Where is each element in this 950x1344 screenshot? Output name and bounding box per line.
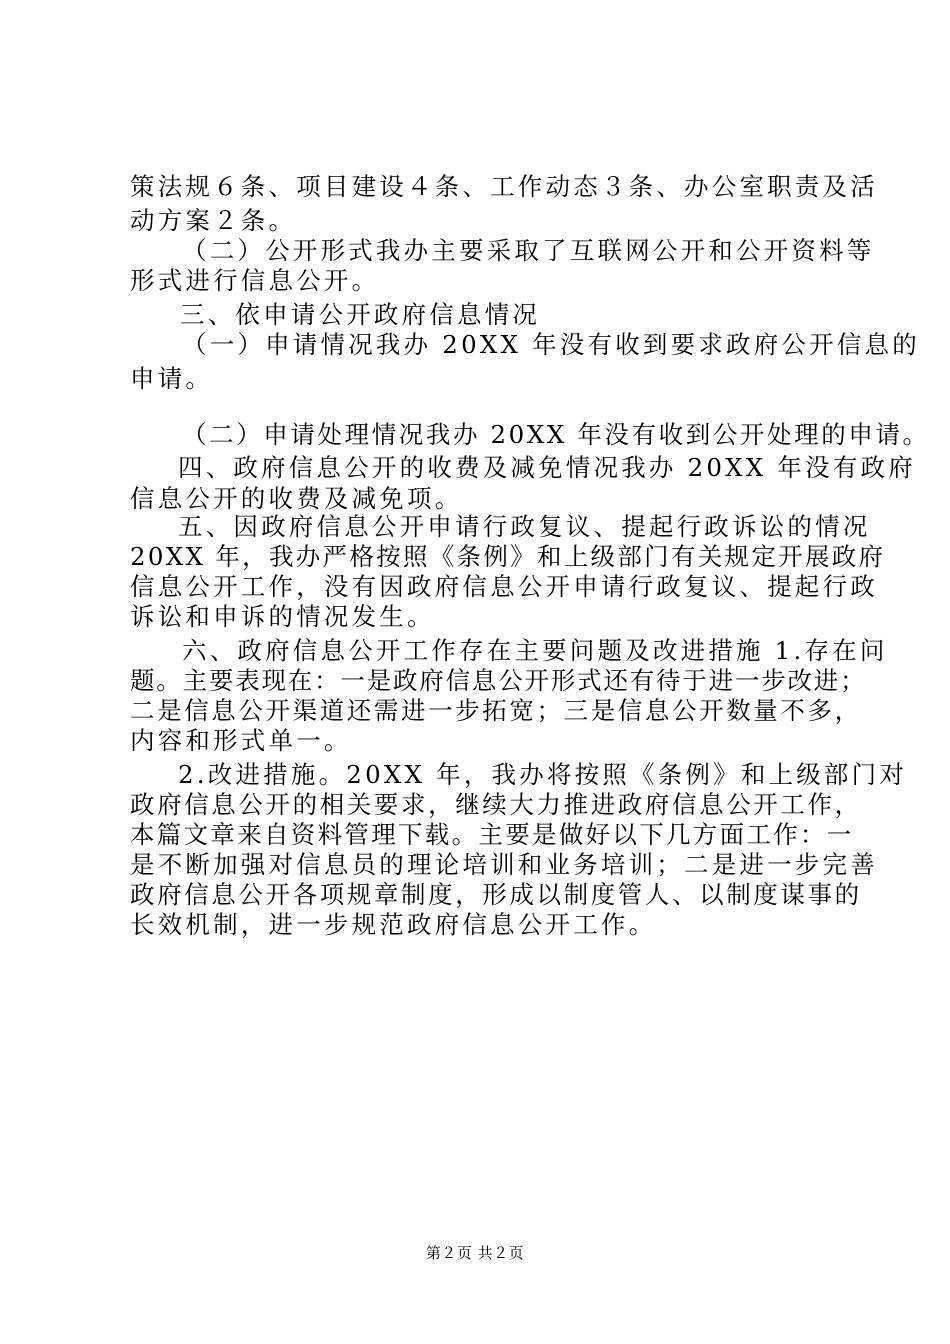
body-line: 政府信息公开的相关要求，继续大力推进政府信息公开工作， — [130, 790, 862, 819]
body-line: 内容和形式单一。 — [130, 726, 352, 755]
body-line: 信息公开工作，没有因政府信息公开申请行政复议、提起行政 — [130, 572, 878, 601]
body-line: 五、因政府信息公开申请行政复议、提起行政诉讼的情况 — [178, 512, 871, 541]
body-line: 20XX 年，我办严格按照《条例》和上级部门有关规定开展政府 — [130, 542, 886, 571]
body-line: 是不断加强对信息员的理论培训和业务培训；二是进一步完善 — [130, 850, 878, 879]
body-line: 四、政府信息公开的收费及减免情况我办 20XX 年没有政府 — [178, 453, 916, 482]
body-line: 题。主要表现在：一是政府信息公开形式还有待于进一步改进； — [130, 666, 867, 695]
body-line: （二）申请处理情况我办 20XX 年没有收到公开处理的申请。 — [182, 420, 930, 449]
section-heading: 三、依申请公开政府信息情况 — [180, 300, 541, 329]
body-line: 六、政府信息公开工作存在主要问题及改进措施 1.存在问 — [182, 636, 888, 665]
page-number: 第２页 共２页 — [425, 1244, 525, 1262]
body-line: 政府信息公开各项规章制度，形成以制度管人、以制度谋事的 — [130, 880, 862, 909]
body-line: 本篇文章来自资料管理下载。主要是做好以下几方面工作：一 — [130, 820, 854, 849]
body-line: （二）公开形式我办主要采取了互联网公开和公开资料等 — [182, 236, 875, 265]
body-line: 2.改进措施。20XX 年，我办将按照《条例》和上级部门对 — [178, 760, 908, 789]
body-line: 长效机制，进一步规范政府信息公开工作。 — [130, 910, 657, 939]
body-line: 诉讼和申诉的情况发生。 — [130, 602, 435, 631]
body-line: （一）申请情况我办 20XX 年没有收到要求政府公开信息的 — [182, 330, 920, 359]
body-line: 形式进行信息公开。 — [130, 266, 380, 295]
body-line: 信息公开的收费及减免项。 — [130, 484, 463, 513]
body-line: 动方案２条。 — [130, 206, 297, 235]
body-line: 策法规６条、项目建设４条、工作动态３条、办公室职责及活 — [130, 172, 878, 201]
body-line: 二是信息公开渠道还需进一步拓宽；三是信息公开数量不多， — [130, 696, 862, 725]
body-line: 申请。 — [130, 364, 214, 393]
